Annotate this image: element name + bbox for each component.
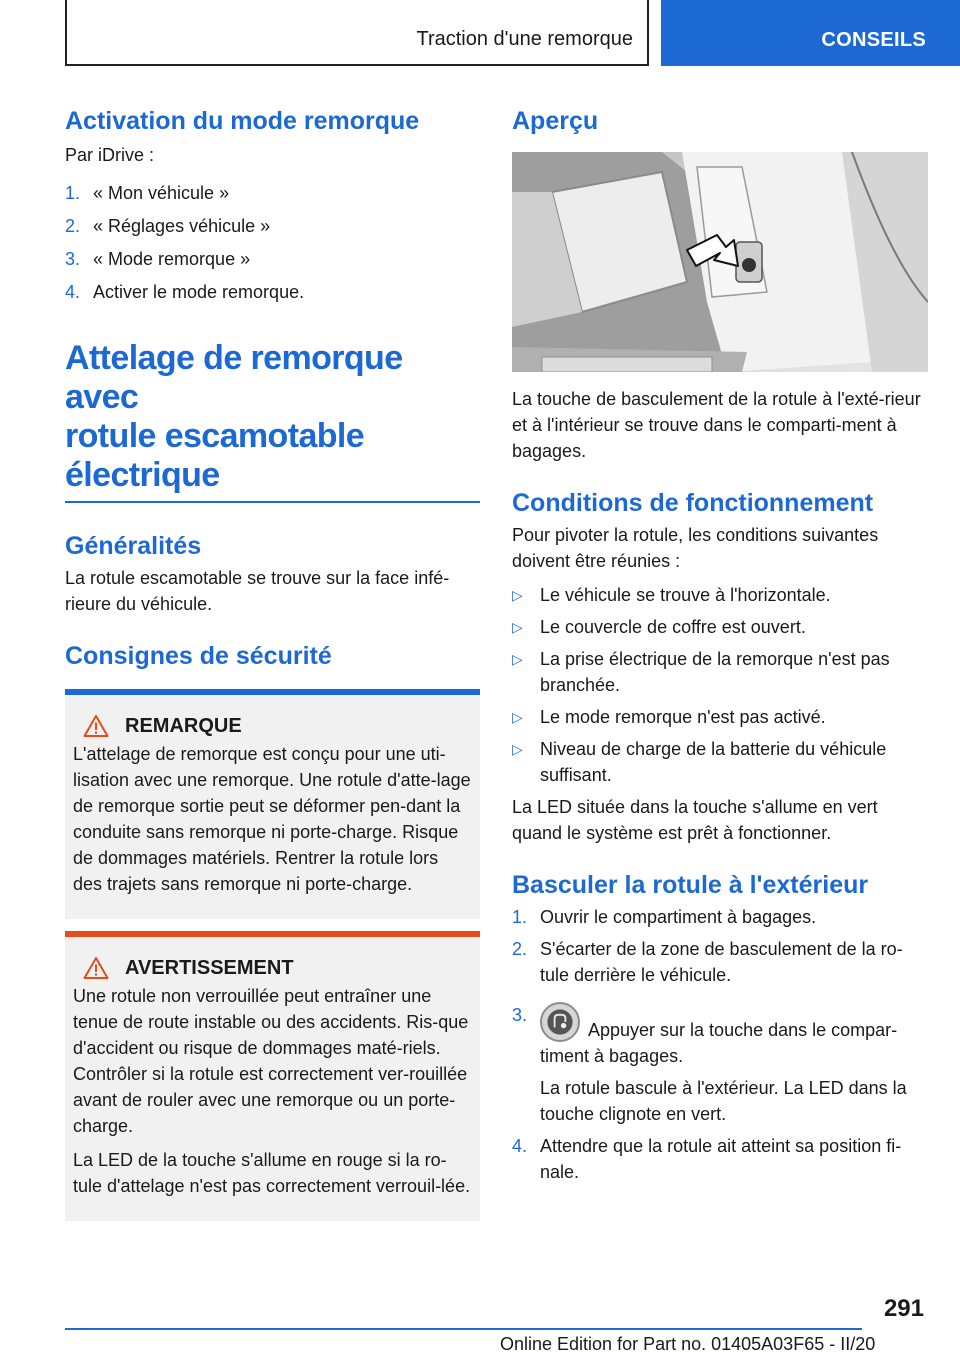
conditions-list [512,582,928,788]
list-item: 1. « Mon véhicule » [65,183,230,203]
trunk-photo [512,152,928,372]
title-divider [65,501,480,503]
left-column [65,100,480,1221]
swing-title: Basculer la rotule à l'extérieur [512,871,869,899]
button-icon [540,1002,580,1042]
list-item: ▷ La prise électrique de la remorque n'est pas branchée. [512,649,890,695]
list-item: 4. Activer le mode remorque. [65,282,305,302]
section-tab [65,0,649,66]
activation-steps [65,180,480,305]
warning-text-1: Une rotule non verrouillée peut entraîner une tenue de route instable ou des accidents. Ris-que d'accident ou risque de dommages maté-riels. Contrôler si la rotule est correctement ver-rouillée avant de rouler avec une remorque ou un porte-charge. [73,986,469,1136]
chapter-tab [661,0,960,66]
chapter-title: CONSEILS [821,28,926,51]
list-item: ▷ Le couvercle de coffre est ouvert. [512,617,806,637]
notice-text: L'attelage de remorque est conçu pour une uti-lisation avec une remorque. Une rotule d'atte-lage de remorque sortie peut se déformer pen-dant la conduite sans remorque ni porte-charge. Risque de dommages matériels. Rentrer la rotule lors des trajets sans remorque ni porte-charge. [73,744,471,894]
step-sub-text: La rotule bascule à l'extérieur. La LED dans la touche clignote en vert. [540,1078,907,1124]
list-item: 4. Attendre que la rotule ait atteint sa position fi-nale. [512,1136,902,1182]
swing-steps [512,904,928,1185]
activation-title: Activation du mode remorque [65,107,420,135]
safety-title: Consignes de sécurité [65,642,332,670]
general-title: Généralités [65,532,202,560]
warning-triangle-icon [83,714,109,738]
conditions-note: La LED située dans la touche s'allume en vert quand le système est prêt à fonctionner. [512,797,878,843]
warning-triangle-icon [83,956,109,980]
warning-box [65,937,480,1221]
conditions-intro: Pour pivoter la rotule, les conditions suivantes doivent être réunies : [512,525,879,571]
page-header [0,0,960,66]
main-title: Attelage de remorque avec rotule escamotable électrique [65,339,403,494]
notice-box [65,695,480,919]
list-item: 2. « Réglages véhicule » [65,216,271,236]
list-item: ▷ Le mode remorque n'est pas activé. [512,707,826,727]
list-item: 3. Appuyer sur la touche dans le compar-timent à bagages. La rotule bascule à l'extérieur. La LED dans la touche clignote en vert. [512,1002,928,1127]
list-item: 2. S'écarter de la zone de basculement de la ro-tule derrière le véhicule. [512,939,903,985]
overview-title: Aperçu [512,107,599,135]
list-item: 3. « Mode remorque » [65,249,251,269]
warning-text-2: La LED de la touche s'allume en rouge si la ro-tule d'attelage n'est pas correctement verrouil-lée. [73,1150,471,1196]
edition-text: Online Edition for Part no. 01405A03F65 - II/20 [500,1334,876,1354]
right-column [512,100,928,1185]
activation-intro: Par iDrive : [65,145,155,165]
warning-label: AVERTISSEMENT [125,957,294,979]
section-title: Traction d'une remorque [416,27,633,50]
list-item: ▷ Niveau de charge de la batterie du véhicule suffisant. [512,739,887,785]
page-number: 291 [883,1295,924,1322]
list-item: ▷ Le véhicule se trouve à l'horizontale. [512,585,831,605]
notice-label: REMARQUE [125,715,242,737]
overview-text: La touche de basculement de la rotule à l'exté-rieur et à l'intérieur se trouve dans le comparti-ment à bagages. [512,389,921,461]
footer-divider [65,1328,862,1330]
general-text: La rotule escamotable se trouve sur la face infé-rieure du véhicule. [65,568,450,614]
list-item: 1. Ouvrir le compartiment à bagages. [512,907,817,927]
conditions-title: Conditions de fonctionnement [512,489,874,517]
